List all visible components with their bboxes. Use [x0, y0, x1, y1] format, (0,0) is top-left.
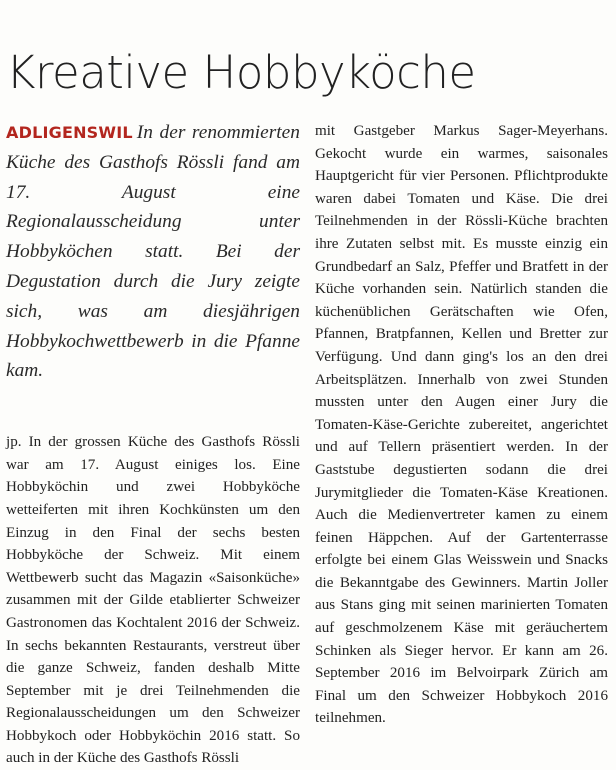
right-column: [315, 118, 608, 730]
body-text-right: mit Gastgeber Markus Sager-Meyerhans. Gekocht wurde ein warmes, saisonales Hauptgericht für vier Personen. Pflichtprodukte waren dabei Tomaten und Käse. Die drei Teilnehmenden in der Rössli-Küche brachten ihre Zutaten selbst mit. Es musste einzig ein Grundbedarf an Salz, Pfeffer und Bratfett in der Küche vorhanden sein. Natürlich standen die küchenüblichen Gerätschaften wie Ofen, Pfannen, Bratpfannen, Kellen und Bretter zur Verfügung. Und dann ging's los an den drei Arbeitsplätzen. Innerhalb von zwei Stunden mussten unter den Augen einer Jury die Tomaten-Käse-Gerichte zubereitet, angerichtet und auf Tellern präsentiert werden. In der Gaststube degustierten sodann die drei Jurymitglieder die Tomaten-Käse Kreationen. Auch die Medienvertreter kamen zu einem feinen Häppchen. Auf der Gartenterrasse erfolgte bei einem Glas Weisswein und Snacks die Bekanntgabe des Gewinners. Martin Joller aus Stans ging mit seinen marinierten Tomaten auf geschmolzenem Käse mit geräuchertem Schinken als Sieger hervor. Er kann am 26. September 2016 im Belvoirpark Zürich am Final um den Schweizer Hobbykoch 2016 teilnehmen.: [315, 123, 608, 727]
dateline: ADLIGENSWIL: [6, 123, 133, 142]
body-text-left: jp. In der grossen Küche des Gasthofs Rössli war am 17. August einiges los. Eine Hobbyköchin und zwei Hobbyköche wetteiferten mit ihren Kochkünsten um den Einzug in den Final der sechs besten Hobbyköche der Schweiz. Mit einem Wettbewerb sucht das Magazin «Saisonküche» zusammen mit der Gilde etablierter Schweizer Gastronomen das Kochtalent 2016 der Schweiz. In sechs bekannten Restaurants, verstreut über die ganze Schweiz, fanden deshalb Mitte September mit je drei Teilnehmenden die Regionalausscheidungen um den Schweizer Hobbykoch oder Hobbyköchin 2016 statt. So auch in der Küche des Gasthofs Rössli: [6, 434, 300, 767]
left-column: [6, 118, 300, 770]
article-headline: Kreative Hobbyköche: [6, 46, 476, 100]
lead-text: In der renommierten Küche des Gasthofs Rössli fand am 17. August eine Regionalausscheidung unter Hobbyköchen statt. Bei der Degustation durch die Jury zeigte sich, was am diesjährigen Hobbykochwettbewerb in die Pfanne kam.: [6, 122, 300, 382]
article-lead: [6, 118, 300, 386]
